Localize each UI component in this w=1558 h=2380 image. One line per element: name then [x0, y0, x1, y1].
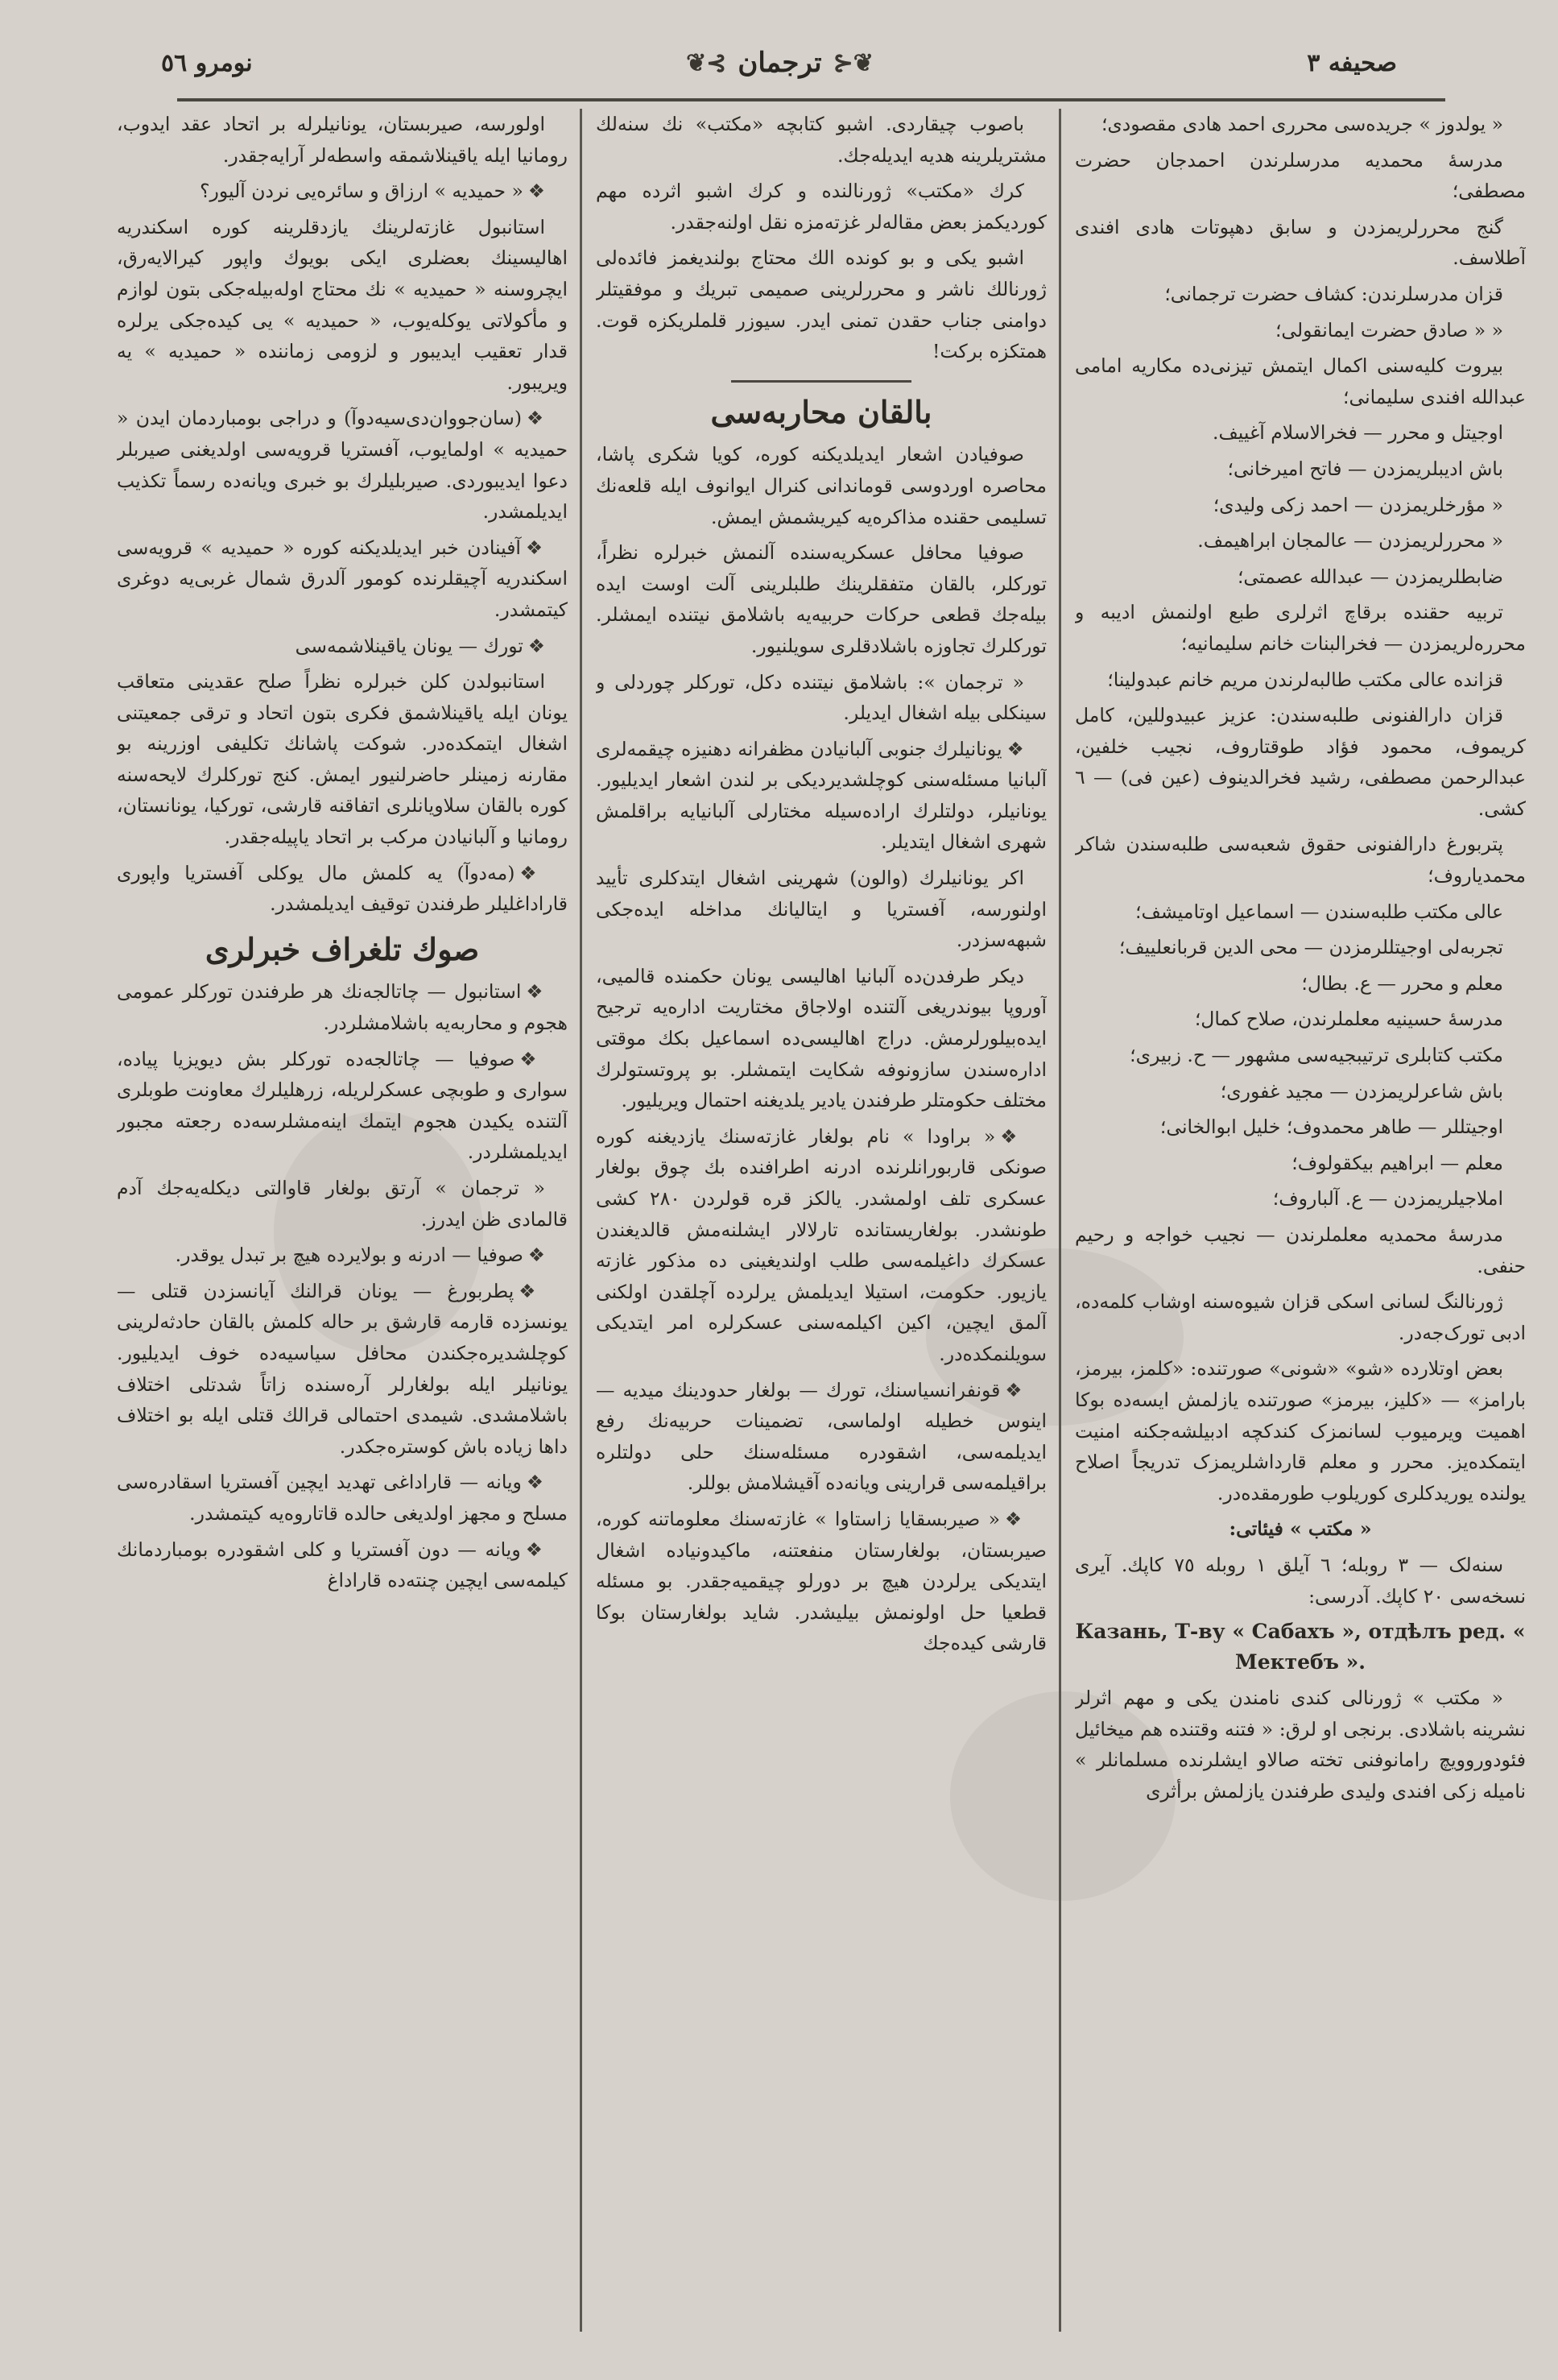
paragraph: املاجیلریمزدن — ع. آلباروف؛ — [1272, 1187, 1503, 1211]
paragraph: قزانده عالی مکتب طالبه‌لرندن مریم خانم عبدولینا؛ — [1107, 668, 1503, 691]
paragraph: بیروت کلیه‌سنی اکمال ایتمش تیزنی‌ده مکاریه امامی عبدالله افندی سلیمانی؛ — [1075, 354, 1526, 408]
paragraph-text: استانبول — چاتالجه‌نك هر طرفندن تورکلر عمومی هجوم و محاربه‌یه باشلامشلردر. — [117, 980, 568, 1035]
paragraph: مدرسهٔ محمدیه معلملرندن — نجیب خواجه و رحیم حنفی. — [1075, 1223, 1526, 1277]
paragraph: دیکر طرفدن‌ده آلبانیا اهالیسی یونان حکمنده قالمیی، آوروپا بیوندریغی آلتنده اولاجاق مختاریت اداره‌یه ترجیح ایده‌بیلورلرمش. دراج اهالیسی‌ده اسماعیل بکك موقتی اداره‌سندن سازونوفه شکایت ایتمشلر. بو پروتستولرك مختلف حکومتلر طرفندن یادیر یلدیغنه احتمال ویریلیور. — [596, 964, 1047, 1112]
paragraph-text: تورك — یونان یاقینلاشمه‌سی — [295, 634, 523, 657]
section-divider — [731, 380, 911, 383]
paragraph-text: ویانه — دون آفستریا و کلی اشقودره بومباردمانك کیلمه‌سی ایچین چنته‌ده قاراداغ — [117, 1538, 568, 1592]
fleuron-icon: ❖ — [526, 980, 545, 1004]
fleuron-icon: ❖ — [519, 861, 545, 884]
section-title: بالقان محاربه‌سی — [710, 393, 932, 430]
paragraph: معلم — ابراهیم بیکقولوف؛ — [1291, 1151, 1503, 1174]
paragraph: سنه‌لک — ۳ روبله؛ ٦ آیلق ۱ روبله ۷٥ کاپك. آیری نسخه‌سی ۲۰ کاپك. آدرسی: — [1075, 1553, 1526, 1608]
paragraph: صوفیا محافل عسکریه‌سنده آلنمش خبرلره نظراً، تورکلر، بالقان متفقلرینك طلبلرینی آلت اوست ایده بیله‌جك قطعی حرکات حربیه‌یه باشلامق نیتنده ایمشلر. تورکلرك تجاوزه باشلادقلری سویلنیور. — [596, 541, 1047, 657]
paragraph: اشبو یکی و بو کونده الك محتاج بولندیغمز فائده‌لی ژورنالك ناشر و محررلرینی صمیمی تبریك و موفقیتلر دوامنی جناب حقدن تمنی ایدر. سیوزر قلملریکزه قوت. همتکزه برکت! — [596, 246, 1047, 363]
paragraph: « ترجمان » آرتق بولغار قاوالتی دیکله‌یه‌جك آدم قالمادی ظن ایدرز. — [117, 1177, 568, 1231]
paragraph-text: ویانه — قاراداغی تهدید ایچین آفستریا اسقادره‌سی مسلح و مجهز اولدیغی حالده قاتاروه‌یه کیتمشدر. — [117, 1471, 568, 1525]
paragraph: تجربه‌لی اوجیتللرمزدن — محی الدین قربانعلییف؛ — [1118, 936, 1503, 959]
paragraph: مدرسهٔ حسینیه معلملرندن، صلاح کمال؛ — [1194, 1008, 1503, 1031]
header-rule — [177, 98, 1445, 101]
fleuron-icon: ❖ — [1005, 1507, 1024, 1530]
paragraph — [596, 1121, 1047, 1370]
page-header — [161, 31, 1397, 95]
fleuron-icon: ❖ — [527, 407, 545, 430]
fleuron-icon: ❖ — [527, 180, 545, 203]
paragraph — [117, 858, 568, 920]
paragraph-text: صوفیا — ادرنه و بولایرده هیچ بر تبدل یوقدر. — [175, 1244, 523, 1267]
fleuron-icon: ❖ — [527, 1244, 545, 1267]
paragraph-text: (مه‌دوآ) یه کلمش مال یوکلی آفستریا واپوری قاراداغلیلر طرفندن توقیف ایدیلمشدر. — [117, 861, 568, 916]
paragraph — [596, 1375, 1047, 1499]
fleuron-icon: ❖ — [1000, 1124, 1024, 1148]
paragraph: باش ادیبلریمزدن — فاتح امیرخانی؛ — [1227, 457, 1503, 480]
paragraph: عالی مکتب طلبه‌سندن — اسماعیل اوتامیشف؛ — [1135, 900, 1503, 923]
paper-name: ترجمان — [738, 47, 822, 79]
column-left — [117, 109, 568, 2332]
paragraph: کرك «مکتب» ژورنالنده و کرك اشبو اثرده مهم کوردیکمز بعض مقاله‌لر غزته‌مزه نقل اولنه‌جقدر. — [596, 180, 1047, 234]
paragraph: باصوب چیقاردی. اشبو کتابچه «مکتب» نك سنه‌لك مشتریلرینه هدیه ایدیله‌جك. — [596, 113, 1047, 167]
paragraph — [117, 1276, 568, 1463]
paragraph — [117, 976, 568, 1038]
paragraph: معلم و محرر — ع. بطال؛ — [1301, 971, 1503, 995]
paragraph: تربیه حقنده برقاچ اثرلری طبع اولنمش ادیبه و محرره‌لریمزدن — فخرالبنات خانم سلیمانیه؛ — [1075, 601, 1526, 655]
paragraph: اوجیتللر — طاهر محمدوف؛ خلیل ابوالخانی؛ — [1159, 1115, 1503, 1139]
ornament-icon: ❦⊰ — [833, 48, 874, 77]
paragraph: بعض اوتلارده «شو» «شونی» صورتنده: «کلمز، بیرمز، بارامز» — «کلیز، بیرمز» صورتنده یازلمش ایسه‌ده بوکا اهمیت ویرمیوب لسانمزک کندکچه ادبیلشه‌جکنه امنیت ایتمکده‌یز. محرر و معلم قارداشلریمزک تدریجاً اصلاح یولنده یوریدکلری کوریلوب طورمقده‌در. — [1075, 1357, 1526, 1505]
paragraph: قزان مدرسلرندن: کشاف حضرت ترجمانی؛ — [1164, 282, 1503, 305]
paragraph: « محررلریمزدن — عالمجان ابراهیمف. — [1197, 529, 1503, 553]
paragraph — [117, 631, 568, 662]
paragraph-text: آفینادن خبر ایدیلدیکنه کوره « حمیدیه » قرویه‌سی اسکندریه آچیقلرنده کومور آلدرق شمال غربی‌یه دوغری کیتمشدر. — [117, 536, 568, 621]
paragraph-text: صوفیا — چاتالجه‌ده تورکلر بش دیویزیا پیاده، سواری و طوبچی عسکرلریله، زرهلیلرك معاونت طوبلری آلتنده یکیدن هجوم ایتمك اینه‌مشلرسه‌ده رجعته مجبور ایدیلمشلردر. — [117, 1047, 568, 1164]
paragraph: پتربورغ دارالفنونی حقوق شعبه‌سی طلبه‌سندن شاکر محمدیاروف؛ — [1075, 833, 1526, 888]
ornament-icon: ⊱❦ — [686, 48, 727, 77]
paragraph: صوفیادن اشعار ایدیلدیکنه کوره، کویا شکری پاشا، محاصره اوردوسی قوماندانی کنرال ایوانوف ایله قلعه‌نك تسلیمی حقنده مذاکره‌یه کیریشمش ایمش. — [596, 443, 1047, 528]
fleuron-icon: ❖ — [525, 536, 545, 559]
paragraph: باش شاعرلریمزدن — مجید غفوری؛ — [1220, 1079, 1503, 1103]
section-title: صوك تلغراف خبرلری — [205, 930, 480, 967]
paragraph — [117, 176, 568, 207]
paragraph: « مکتب » ژورنالی کندی نامندن یکی و مهم اثرلر نشرینه باشلادی. برنجی او لرق: « فتنه وقتنده هم میخائیل فئودوروویچ رامانوفنی تخته صالاو ایشلرنده مسلمانلر » نامیله زکی افندی ولیدی طرفندن یازلمش برأثری — [1075, 1687, 1526, 1803]
column-right — [1075, 109, 1526, 2332]
fleuron-icon: ❖ — [1006, 737, 1024, 760]
paragraph: « یولدوز » جریده‌سی محرری احمد هادی مقصودی؛ — [1101, 113, 1503, 135]
paragraph: « مکتب » فیئاتی: — [1229, 1517, 1372, 1541]
paragraph: قزان دارالفنونی طلبه‌سندن: عزیز عبیدوللین، کامل کریموف، محمود فؤاد طوقتاروف، نجیب خلفین، عبدالرحمن مصطفی، رشید فخرالدینوف (عین فی) — ٦ کشی. — [1075, 704, 1526, 820]
paragraph: اولورسه، صیربستان، یونانیلرله بر اتحاد عقد ایدوب، رومانیا ایله یاقینلاشمقه واسطه‌لر آرایه‌جقدر. — [117, 113, 568, 167]
column-middle — [596, 109, 1047, 2332]
paragraph — [117, 1467, 568, 1529]
masthead — [686, 47, 874, 79]
issue-number-label: نومرو ٥٦ — [161, 48, 253, 77]
paragraph — [117, 532, 568, 626]
fleuron-icon: ❖ — [526, 1471, 546, 1494]
paragraph — [117, 403, 568, 527]
paragraph-text: « حمیدیه » ارزاق و سائره‌یی نردن آلیور؟ — [200, 180, 523, 203]
paragraph: مکتب کتابلری ترتیبجیه‌سی مشهور — ح. زبیری؛ — [1130, 1044, 1503, 1067]
paragraph: « مؤرخلریمزدن — احمد زکی ولیدی؛ — [1213, 493, 1503, 516]
paragraph-text: « صیربسقایا زاستاوا » غازته‌سنك معلوماتنه کوره، صیربستان، بولغارستان منفعتنه، ماکیدونیاده اشغال ایتدیکی یرلردن هیچ بر دورلو چیقمیه‌جقدر. بو مسئله قطعیا حل اولونمش بیلیشدر. شاید بولغارستان بوکا قارشی کیده‌جك — [596, 1507, 1047, 1655]
fleuron-icon: ❖ — [519, 1047, 545, 1070]
latin-address: Казань, Т-ву « Сабахъ », отдѣлъ ред. « Мектебъ ». — [1075, 1620, 1526, 1674]
paragraph — [117, 1534, 568, 1596]
paragraph-text: یونانیلرك جنوبی آلبانیادن مظفرانه دهنیزه چیقمه‌لری آلبانیا مسئله‌سنی کوچلشدیردیکی بر لندن اشعار ایدیلیور. یونانیلر، دولتلرك اراده‌سیله مختارلی آلبانیایه براقلمش شهری اشغال ایتدیلر. — [596, 737, 1047, 854]
paragraph — [596, 734, 1047, 858]
page-number-label: صحیفه ۳ — [1307, 48, 1397, 77]
column-divider — [580, 109, 582, 2332]
paragraph: اوجیتل و محرر — فخرالاسلام آغییف. — [1212, 421, 1503, 445]
paragraph: مدرسهٔ محمدیه مدرسلرندن احمدجان حضرت مصطفی؛ — [1075, 148, 1526, 203]
paragraph: استانبول غازته‌لرینك یازدقلرینه کوره اسکندریه اهالیسینك بعضلری ایکی بویوك واپور کیرالایه‌رق، ایچرو‌سنه « حمیدیه » نك محتاج اوله‌بیله‌جکی بتون لوازم و مأکولاتی یوکله‌یوب، « حمیدیه » یی کیده‌جکی یرلره قدار تعقیب ایدیبور و لزومی زماننده « حمیدیه » یه ویریبور. — [117, 215, 568, 394]
fleuron-icon: ❖ — [519, 1279, 545, 1302]
paragraph — [117, 1044, 568, 1168]
paragraph-text: قونفرانسیاسنك، تورك — بولغار حدودینك میدیه — اینوس خطیله اولماسی، تضمینات حربیه‌نك رفع ایدیلمه‌سی، اشقودره مسئله‌سنك حلی دولتلره براقیلمه‌سی قرارینی ویانه‌ده آقیشلامش بوللر. — [596, 1378, 1047, 1495]
column-divider — [1059, 109, 1061, 2332]
paragraph: « ترجمان »: باشلامق نیتنده دکل، تورکلر چوردلی و سینکلی بیله اشغال ایدیلر. — [596, 670, 1047, 725]
paragraph — [596, 1504, 1047, 1659]
paragraph — [117, 1240, 568, 1271]
paragraph: استانبولدن کلن خبرلره نظراً صلح عقدینی متعاقب یونان ایله یاقینلاشمق فکری بتون اتحاد و ترقی جمعیتنی اشغال ایتمکده‌در. شوکت پاشانك تکلیفی اوزرینه بو مقارنه زمینلر حاضرلنیور ایمش. کنج تورکلرك لایحه‌سنه کوره بالقان سلاویانلری اتفاقنه قارشی، تورکیا، یونانستان، رومانیا و آلبانیادن مرکب بر اتحاد یاپیله‌جقدر. — [117, 670, 568, 849]
fleuron-icon: ❖ — [1005, 1378, 1024, 1401]
paragraph: اکر یونانیلرك (والون) شهرینی اشغال ایتدکلری تأیید اولنورسه، آفستریا و ایتالیانك مداخله ایده‌جکی شبهه‌سزدر. — [596, 867, 1047, 952]
paragraph: ضابطلریمزدن — عبدالله عصمتی؛ — [1237, 565, 1503, 588]
paragraph: گنج محررلریمزدن و سابق دهپوتات هادی افندی آطلاسف. — [1075, 215, 1526, 270]
fleuron-icon: ❖ — [527, 634, 545, 657]
paragraph-text: پطربورغ — یونان قرالنك آیانسزدن قتلی — یونسزده قارمه قارشق بر حاله کلمش بالقان حادثه‌لرینی کوچلشدیره‌جکندن محافل سیاسیه‌ده خوف ایدیلیور. یونانیلر ایله بولغارلر آره‌سنده زاتاً شدتلی اختلاف باشلامشدی. شیمدی احتمالی قرالك قتلی ایله بو اختلاف داها زیاده باش کوستره‌جکدر. — [117, 1279, 568, 1458]
fleuron-icon: ❖ — [525, 1538, 545, 1561]
paragraph-text: « براودا » نام بولغار غازته‌سنك یازدیغنه کوره صونکی قاربورانلرنده ادرنه اطرافنده بك چوق بولغار عسکری تلف اولمشدر. یالکز قره قولردن ۲۸۰ کشی طونشدر. بولغاریستانده تارلالار ایشلنه‌مش قالدیغندن عسکرك داغیلمه‌سی طلب اولندیغینی ده مذکور غازته یازیور. حکومت، استیلا ایدیلمش یرلرده آچلقدن اولکنی آلمق ایچین، اکین اکیلمه‌سنی عسکرلره امر ایتدیکی سویلنمکده‌در. — [596, 1124, 1047, 1365]
paragraph: « « صادق حضرت ایمانقولی؛ — [1275, 318, 1503, 341]
paragraph-text: (سان‌جووان‌دی‌سیه‌دوآ) و دراجی بومباردمان ایدن « حمیدیه » اولمایوب، آفستریا قرویه‌سی اولدیغنی صیربلر دعوا ایدیبوردی. صیربلیلرك بو خبری ویانه‌ده رسماً تکذیب ایدیلمشدر. — [117, 407, 568, 524]
paragraph: ژورنالنگ لسانی اسکی قزان شیوه‌سنه اوشاب کلمه‌ده، ادبی تورک‌جه‌در. — [1075, 1290, 1526, 1344]
